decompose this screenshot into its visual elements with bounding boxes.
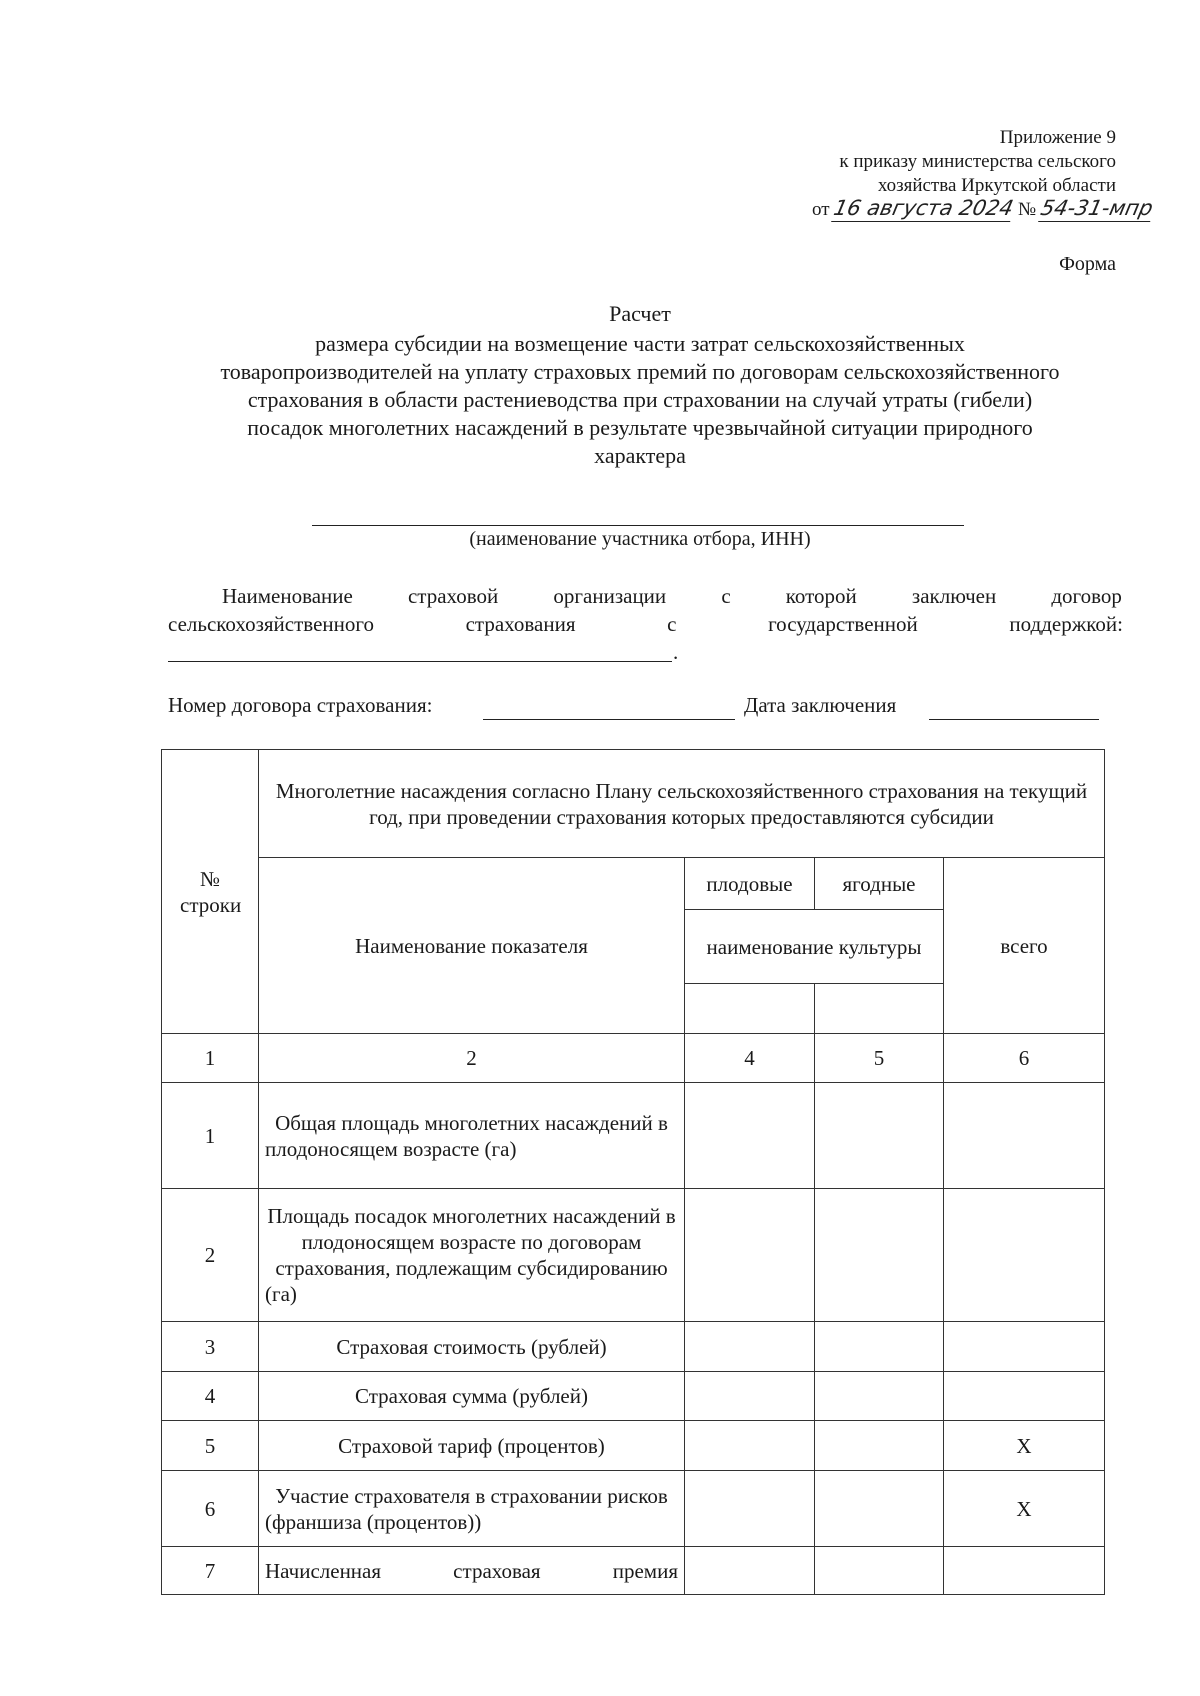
insurer-word: поддержкой: [1009, 612, 1123, 636]
row-value-fruit[interactable] [685, 1083, 815, 1189]
policy-number-field[interactable] [483, 719, 735, 720]
title-heading: Расчет [609, 301, 671, 326]
insurer-word: организации [553, 584, 667, 608]
participant-name-field[interactable] [312, 525, 964, 526]
insurer-word: с [667, 612, 677, 636]
row-value-total[interactable] [944, 1322, 1105, 1372]
row-value-fruit[interactable] [685, 1547, 815, 1595]
row-indicator: Общая площадь многолетних насаждений в плодоносящем возрасте (га) [259, 1083, 685, 1189]
policy-row [168, 693, 432, 718]
insurer-word: с [721, 584, 731, 608]
column-number: 2 [259, 1034, 685, 1083]
participant-caption: (наименование участника отбора, ИНН) [469, 528, 811, 550]
policy-date-label: Дата заключения [744, 693, 897, 717]
row-number: 5 [162, 1421, 259, 1471]
row-value-fruit[interactable] [685, 1421, 815, 1471]
row-indicator: Страховой тариф (процентов) [259, 1421, 685, 1471]
table-header-row [162, 750, 1105, 858]
order-reference-region: хозяйства Иркутской области [877, 175, 1116, 196]
row-indicator: Участие страхователя в страховании рисков (франшиза (процентов)) [259, 1471, 685, 1547]
row-indicator: Начисленная страховая премия [259, 1547, 685, 1595]
row-value-total[interactable] [944, 1189, 1105, 1322]
row-indicator: Площадь посадок многолетних насаждений в плодоносящем возрасте по договорам страхования, подлежащим субсидированию (га) [259, 1189, 685, 1322]
column-number: 1 [162, 1034, 259, 1083]
insurer-word: заключен [911, 584, 997, 608]
row-number: 4 [162, 1372, 259, 1421]
insurer-word: государственной [768, 612, 918, 636]
insurer-name-field[interactable] [168, 661, 672, 662]
row-indicator: Страховая сумма (рублей) [259, 1372, 685, 1421]
indicator-header: Наименование показателя [259, 858, 685, 1034]
row-value-total: X [944, 1421, 1105, 1471]
row-number: 1 [162, 1083, 259, 1189]
col-row-number-header [162, 750, 259, 1034]
column-number: 4 [685, 1034, 815, 1083]
total-header: всего [944, 858, 1105, 1034]
title-line-3: страхования в области растениеводства при страховании на случай утраты (гибели) [247, 387, 1033, 412]
insurer-word: которой [785, 584, 857, 608]
order-date-number [812, 195, 1156, 223]
table-row [162, 1547, 1105, 1595]
from-label: от [812, 199, 830, 220]
row-value-fruit[interactable] [685, 1471, 815, 1547]
table-row [162, 1372, 1105, 1421]
insurer-word: страховой [407, 584, 499, 608]
row-value-fruit[interactable] [685, 1322, 815, 1372]
row-value-berry[interactable] [815, 1322, 944, 1372]
row-value-berry[interactable] [815, 1421, 944, 1471]
handwritten-number: 54-31-мпр [1038, 196, 1156, 220]
row-value-berry[interactable] [815, 1547, 944, 1595]
appendix-number: Приложение 9 [999, 127, 1116, 148]
row-value-berry[interactable] [815, 1083, 944, 1189]
table-header-row [162, 858, 1105, 910]
table-row [162, 1083, 1105, 1189]
row-number: 3 [162, 1322, 259, 1372]
insurer-line-1 [222, 584, 1122, 609]
column-numbers-row [162, 1034, 1105, 1083]
row-value-fruit[interactable] [685, 1372, 815, 1421]
insurer-end-mark: . [673, 640, 679, 664]
row-value-fruit[interactable] [685, 1189, 815, 1322]
insurer-word: сельскохозяйственного [168, 612, 374, 636]
insurer-word: договор [1051, 584, 1122, 608]
policy-date-field[interactable] [929, 719, 1099, 720]
document-title [160, 300, 1120, 470]
handwritten-date: 16 августа 2024 [831, 196, 1016, 220]
row-value-berry[interactable] [815, 1471, 944, 1547]
row-number: 2 [162, 1189, 259, 1322]
row-number: 6 [162, 1471, 259, 1547]
subsidy-calculation-table [161, 749, 1105, 1595]
column-number: 6 [944, 1034, 1105, 1083]
order-reference-line: к приказу министерства сельского [839, 151, 1116, 172]
row-value-berry[interactable] [815, 1372, 944, 1421]
culture-name-header: наименование культуры [685, 910, 944, 984]
culture-name-fruit-cell[interactable] [685, 984, 815, 1034]
title-line-4: посадок многолетних насаждений в результате чрезвычайной ситуации природного [247, 415, 1033, 440]
fruit-header: плодовые [685, 858, 815, 910]
title-line-1: размера субсидии на возмещение части затрат сельскохозяйственных [315, 331, 965, 356]
row-number: 7 [162, 1547, 259, 1595]
row-value-total[interactable] [944, 1083, 1105, 1189]
table-row [162, 1322, 1105, 1372]
row-value-berry[interactable] [815, 1189, 944, 1322]
number-label: № [1017, 199, 1037, 220]
berry-header: ягодные [815, 858, 944, 910]
table-row [162, 1189, 1105, 1322]
policy-number-label: Номер договора страхования: [168, 693, 433, 717]
table-row [162, 1421, 1105, 1471]
insurer-line-2 [168, 612, 1123, 637]
culture-name-berry-cell[interactable] [815, 984, 944, 1034]
column-number: 5 [815, 1034, 944, 1083]
row-value-total[interactable] [944, 1547, 1105, 1595]
insurer-word: Наименование [222, 584, 353, 608]
plantations-group-header: Многолетние насаждения согласно Плану сельскохозяйственного страхования на текущий год, при проведении страхования которых предоставляются субсидии [259, 750, 1105, 858]
row-value-total[interactable] [944, 1372, 1105, 1421]
insurer-word: страхования [465, 612, 576, 636]
row-indicator: Страховая стоимость (рублей) [259, 1322, 685, 1372]
title-line-2: товаропроизводителей на уплату страховых премий по договорам сельскохозяйственного [220, 359, 1060, 384]
row-value-total: X [944, 1471, 1105, 1547]
form-label: Форма [1059, 253, 1116, 275]
table-row [162, 1471, 1105, 1547]
row-number-header-text: № строки [180, 866, 242, 917]
title-line-5: характера [594, 443, 686, 468]
